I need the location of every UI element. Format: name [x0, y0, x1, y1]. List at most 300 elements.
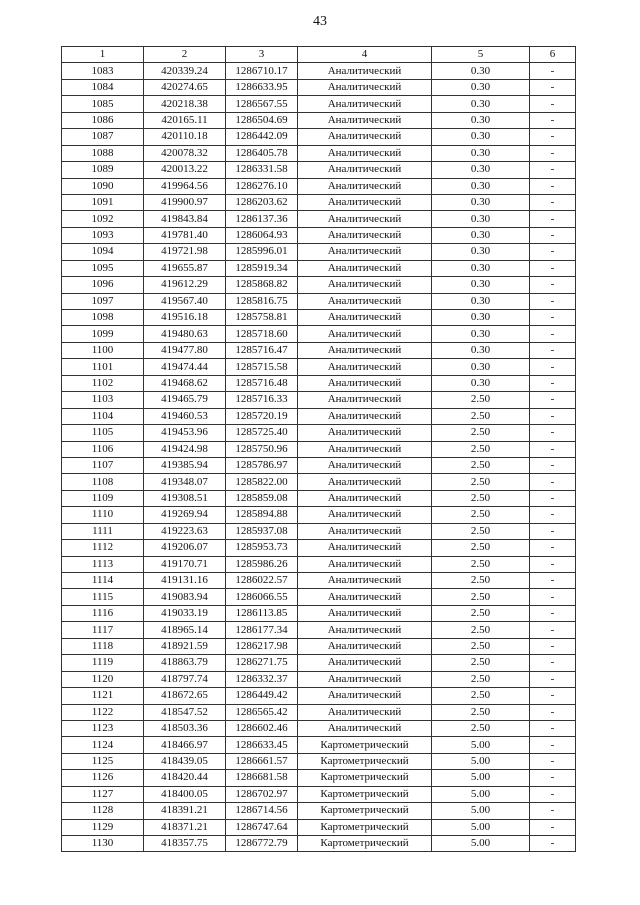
x-coordinate-cell: 419269.94 — [144, 507, 226, 523]
y-coordinate-cell: 1286504.69 — [226, 112, 298, 128]
y-coordinate-cell: 1285716.48 — [226, 375, 298, 391]
accuracy-cell: 0.30 — [432, 310, 530, 326]
accuracy-cell: 2.50 — [432, 556, 530, 572]
accuracy-cell: 2.50 — [432, 655, 530, 671]
x-coordinate-cell: 418965.14 — [144, 622, 226, 638]
accuracy-cell: 2.50 — [432, 573, 530, 589]
table-row — [62, 326, 576, 342]
x-coordinate-cell: 419308.51 — [144, 490, 226, 506]
y-coordinate-cell: 1285919.34 — [226, 260, 298, 276]
note-cell: - — [530, 145, 576, 161]
note-cell: - — [530, 638, 576, 654]
table-row — [62, 540, 576, 556]
method-cell: Картометрический — [298, 836, 432, 852]
accuracy-cell: 0.30 — [432, 96, 530, 112]
y-coordinate-cell: 1286177.34 — [226, 622, 298, 638]
accuracy-cell: 2.50 — [432, 638, 530, 654]
accuracy-cell: 2.50 — [432, 490, 530, 506]
method-cell: Аналитический — [298, 688, 432, 704]
point-number-cell: 1089 — [62, 162, 144, 178]
table-row — [62, 162, 576, 178]
point-number-cell: 1111 — [62, 523, 144, 539]
method-cell: Аналитический — [298, 441, 432, 457]
point-number-cell: 1128 — [62, 803, 144, 819]
accuracy-cell: 2.50 — [432, 720, 530, 736]
method-cell: Аналитический — [298, 342, 432, 358]
accuracy-cell: 2.50 — [432, 688, 530, 704]
y-coordinate-cell: 1285868.82 — [226, 277, 298, 293]
point-number-cell: 1116 — [62, 605, 144, 621]
table-row — [62, 589, 576, 605]
method-cell: Аналитический — [298, 260, 432, 276]
point-number-cell: 1118 — [62, 638, 144, 654]
y-coordinate-cell: 1286449.42 — [226, 688, 298, 704]
method-cell: Картометрический — [298, 737, 432, 753]
method-cell: Аналитический — [298, 556, 432, 572]
note-cell: - — [530, 310, 576, 326]
method-cell: Аналитический — [298, 63, 432, 79]
point-number-cell: 1092 — [62, 211, 144, 227]
note-cell: - — [530, 293, 576, 309]
x-coordinate-cell: 419453.96 — [144, 425, 226, 441]
note-cell: - — [530, 589, 576, 605]
coordinates-table — [61, 46, 576, 852]
method-cell: Аналитический — [298, 326, 432, 342]
x-coordinate-cell: 419468.62 — [144, 375, 226, 391]
x-coordinate-cell: 418357.75 — [144, 836, 226, 852]
x-coordinate-cell: 419131.16 — [144, 573, 226, 589]
y-coordinate-cell: 1286276.10 — [226, 178, 298, 194]
method-cell: Аналитический — [298, 211, 432, 227]
y-coordinate-cell: 1286602.46 — [226, 720, 298, 736]
note-cell: - — [530, 671, 576, 687]
method-cell: Аналитический — [298, 162, 432, 178]
accuracy-cell: 5.00 — [432, 836, 530, 852]
table-row — [62, 688, 576, 704]
x-coordinate-cell: 419477.80 — [144, 342, 226, 358]
y-coordinate-cell: 1286203.62 — [226, 194, 298, 210]
table-row — [62, 244, 576, 260]
x-coordinate-cell: 420165.11 — [144, 112, 226, 128]
table-row — [62, 655, 576, 671]
point-number-cell: 1096 — [62, 277, 144, 293]
method-cell: Аналитический — [298, 227, 432, 243]
point-number-cell: 1129 — [62, 819, 144, 835]
y-coordinate-cell: 1286567.55 — [226, 96, 298, 112]
method-cell: Аналитический — [298, 523, 432, 539]
table-row — [62, 523, 576, 539]
page-number: 43 — [313, 14, 327, 29]
table-row — [62, 293, 576, 309]
accuracy-cell: 0.30 — [432, 375, 530, 391]
point-number-cell: 1130 — [62, 836, 144, 852]
accuracy-cell: 0.30 — [432, 342, 530, 358]
note-cell: - — [530, 622, 576, 638]
point-number-cell: 1106 — [62, 441, 144, 457]
point-number-cell: 1105 — [62, 425, 144, 441]
y-coordinate-cell: 1285822.00 — [226, 474, 298, 490]
accuracy-cell: 0.30 — [432, 359, 530, 375]
table-row — [62, 129, 576, 145]
x-coordinate-cell: 419843.84 — [144, 211, 226, 227]
header-cell-6: 6 — [530, 47, 576, 63]
note-cell: - — [530, 79, 576, 95]
method-cell: Аналитический — [298, 129, 432, 145]
accuracy-cell: 2.50 — [432, 392, 530, 408]
note-cell: - — [530, 359, 576, 375]
accuracy-cell: 0.30 — [432, 112, 530, 128]
note-cell: - — [530, 129, 576, 145]
method-cell: Аналитический — [298, 589, 432, 605]
table-row — [62, 112, 576, 128]
accuracy-cell: 2.50 — [432, 457, 530, 473]
y-coordinate-cell: 1286633.95 — [226, 79, 298, 95]
table-row — [62, 408, 576, 424]
method-cell: Картометрический — [298, 819, 432, 835]
point-number-cell: 1122 — [62, 704, 144, 720]
x-coordinate-cell: 418503.36 — [144, 720, 226, 736]
accuracy-cell: 0.30 — [432, 277, 530, 293]
x-coordinate-cell: 419206.07 — [144, 540, 226, 556]
point-number-cell: 1091 — [62, 194, 144, 210]
y-coordinate-cell: 1286137.36 — [226, 211, 298, 227]
table-row — [62, 227, 576, 243]
table-row — [62, 622, 576, 638]
note-cell: - — [530, 375, 576, 391]
accuracy-cell: 0.30 — [432, 178, 530, 194]
note-cell: - — [530, 162, 576, 178]
point-number-cell: 1123 — [62, 720, 144, 736]
x-coordinate-cell: 420013.22 — [144, 162, 226, 178]
header-cell-4: 4 — [298, 47, 432, 63]
y-coordinate-cell: 1285715.58 — [226, 359, 298, 375]
table-row — [62, 425, 576, 441]
x-coordinate-cell: 418400.05 — [144, 786, 226, 802]
accuracy-cell: 5.00 — [432, 770, 530, 786]
x-coordinate-cell: 419465.79 — [144, 392, 226, 408]
method-cell: Аналитический — [298, 605, 432, 621]
point-number-cell: 1114 — [62, 573, 144, 589]
x-coordinate-cell: 420110.18 — [144, 129, 226, 145]
table-row — [62, 178, 576, 194]
method-cell: Аналитический — [298, 573, 432, 589]
table-row — [62, 573, 576, 589]
note-cell: - — [530, 194, 576, 210]
x-coordinate-cell: 419516.18 — [144, 310, 226, 326]
y-coordinate-cell: 1285758.81 — [226, 310, 298, 326]
point-number-cell: 1103 — [62, 392, 144, 408]
accuracy-cell: 0.30 — [432, 227, 530, 243]
note-cell: - — [530, 244, 576, 260]
method-cell: Аналитический — [298, 704, 432, 720]
point-number-cell: 1126 — [62, 770, 144, 786]
x-coordinate-cell: 420218.38 — [144, 96, 226, 112]
y-coordinate-cell: 1285986.26 — [226, 556, 298, 572]
accuracy-cell: 0.30 — [432, 244, 530, 260]
point-number-cell: 1087 — [62, 129, 144, 145]
table-row — [62, 803, 576, 819]
point-number-cell: 1108 — [62, 474, 144, 490]
accuracy-cell: 2.50 — [432, 523, 530, 539]
note-cell: - — [530, 227, 576, 243]
table-row — [62, 737, 576, 753]
y-coordinate-cell: 1286747.64 — [226, 819, 298, 835]
header-row — [62, 47, 576, 63]
method-cell: Аналитический — [298, 490, 432, 506]
table-row — [62, 605, 576, 621]
table-row — [62, 720, 576, 736]
note-cell: - — [530, 441, 576, 457]
accuracy-cell: 0.30 — [432, 326, 530, 342]
accuracy-cell: 5.00 — [432, 803, 530, 819]
y-coordinate-cell: 1285937.08 — [226, 523, 298, 539]
table-row — [62, 310, 576, 326]
point-number-cell: 1101 — [62, 359, 144, 375]
accuracy-cell: 2.50 — [432, 474, 530, 490]
table-row — [62, 277, 576, 293]
accuracy-cell: 5.00 — [432, 737, 530, 753]
table-row — [62, 638, 576, 654]
accuracy-cell: 2.50 — [432, 425, 530, 441]
table-row — [62, 211, 576, 227]
y-coordinate-cell: 1286113.85 — [226, 605, 298, 621]
method-cell: Картометрический — [298, 770, 432, 786]
x-coordinate-cell: 419223.63 — [144, 523, 226, 539]
y-coordinate-cell: 1286217.98 — [226, 638, 298, 654]
accuracy-cell: 2.50 — [432, 408, 530, 424]
x-coordinate-cell: 419781.40 — [144, 227, 226, 243]
point-number-cell: 1113 — [62, 556, 144, 572]
x-coordinate-cell: 420274.65 — [144, 79, 226, 95]
note-cell: - — [530, 277, 576, 293]
table-row — [62, 441, 576, 457]
note-cell: - — [530, 836, 576, 852]
table-row — [62, 457, 576, 473]
note-cell: - — [530, 704, 576, 720]
method-cell: Картометрический — [298, 803, 432, 819]
x-coordinate-cell: 420339.24 — [144, 63, 226, 79]
method-cell: Аналитический — [298, 671, 432, 687]
note-cell: - — [530, 770, 576, 786]
y-coordinate-cell: 1286271.75 — [226, 655, 298, 671]
table-row — [62, 753, 576, 769]
y-coordinate-cell: 1285786.97 — [226, 457, 298, 473]
note-cell: - — [530, 96, 576, 112]
accuracy-cell: 0.30 — [432, 260, 530, 276]
method-cell: Аналитический — [298, 277, 432, 293]
accuracy-cell: 0.30 — [432, 293, 530, 309]
method-cell: Аналитический — [298, 540, 432, 556]
point-number-cell: 1102 — [62, 375, 144, 391]
accuracy-cell: 5.00 — [432, 786, 530, 802]
x-coordinate-cell: 418921.59 — [144, 638, 226, 654]
point-number-cell: 1117 — [62, 622, 144, 638]
method-cell: Аналитический — [298, 310, 432, 326]
note-cell: - — [530, 392, 576, 408]
method-cell: Картометрический — [298, 786, 432, 802]
table-body — [62, 47, 576, 852]
note-cell: - — [530, 178, 576, 194]
y-coordinate-cell: 1285894.88 — [226, 507, 298, 523]
x-coordinate-cell: 419567.40 — [144, 293, 226, 309]
x-coordinate-cell: 419612.29 — [144, 277, 226, 293]
note-cell: - — [530, 605, 576, 621]
x-coordinate-cell: 419348.07 — [144, 474, 226, 490]
note-cell: - — [530, 786, 576, 802]
note-cell: - — [530, 720, 576, 736]
accuracy-cell: 2.50 — [432, 622, 530, 638]
y-coordinate-cell: 1286681.58 — [226, 770, 298, 786]
y-coordinate-cell: 1286633.45 — [226, 737, 298, 753]
method-cell: Аналитический — [298, 720, 432, 736]
accuracy-cell: 0.30 — [432, 211, 530, 227]
point-number-cell: 1124 — [62, 737, 144, 753]
point-number-cell: 1085 — [62, 96, 144, 112]
accuracy-cell: 2.50 — [432, 507, 530, 523]
point-number-cell: 1083 — [62, 63, 144, 79]
table-row — [62, 671, 576, 687]
point-number-cell: 1086 — [62, 112, 144, 128]
table-row — [62, 63, 576, 79]
table-row — [62, 194, 576, 210]
y-coordinate-cell: 1286405.78 — [226, 145, 298, 161]
y-coordinate-cell: 1286022.57 — [226, 573, 298, 589]
table-row — [62, 260, 576, 276]
point-number-cell: 1125 — [62, 753, 144, 769]
x-coordinate-cell: 419721.98 — [144, 244, 226, 260]
point-number-cell: 1115 — [62, 589, 144, 605]
note-cell: - — [530, 326, 576, 342]
note-cell: - — [530, 819, 576, 835]
accuracy-cell: 5.00 — [432, 819, 530, 835]
method-cell: Аналитический — [298, 194, 432, 210]
method-cell: Аналитический — [298, 425, 432, 441]
x-coordinate-cell: 418797.74 — [144, 671, 226, 687]
table-row — [62, 507, 576, 523]
x-coordinate-cell: 419424.98 — [144, 441, 226, 457]
method-cell: Аналитический — [298, 112, 432, 128]
table-row — [62, 392, 576, 408]
accuracy-cell: 0.30 — [432, 63, 530, 79]
note-cell: - — [530, 688, 576, 704]
point-number-cell: 1127 — [62, 786, 144, 802]
x-coordinate-cell: 419083.94 — [144, 589, 226, 605]
note-cell: - — [530, 260, 576, 276]
table-row — [62, 96, 576, 112]
point-number-cell: 1097 — [62, 293, 144, 309]
point-number-cell: 1121 — [62, 688, 144, 704]
accuracy-cell: 0.30 — [432, 162, 530, 178]
x-coordinate-cell: 418466.97 — [144, 737, 226, 753]
table-row — [62, 786, 576, 802]
note-cell: - — [530, 425, 576, 441]
note-cell: - — [530, 573, 576, 589]
header-cell-3: 3 — [226, 47, 298, 63]
method-cell: Аналитический — [298, 622, 432, 638]
table-row — [62, 770, 576, 786]
point-number-cell: 1090 — [62, 178, 144, 194]
table-row — [62, 819, 576, 835]
accuracy-cell: 2.50 — [432, 589, 530, 605]
accuracy-cell: 0.30 — [432, 129, 530, 145]
note-cell: - — [530, 540, 576, 556]
note-cell: - — [530, 490, 576, 506]
note-cell: - — [530, 408, 576, 424]
x-coordinate-cell: 419170.71 — [144, 556, 226, 572]
note-cell: - — [530, 507, 576, 523]
note-cell: - — [530, 342, 576, 358]
y-coordinate-cell: 1286772.79 — [226, 836, 298, 852]
x-coordinate-cell: 418439.05 — [144, 753, 226, 769]
point-number-cell: 1112 — [62, 540, 144, 556]
point-number-cell: 1098 — [62, 310, 144, 326]
accuracy-cell: 0.30 — [432, 79, 530, 95]
x-coordinate-cell: 419480.63 — [144, 326, 226, 342]
y-coordinate-cell: 1286442.09 — [226, 129, 298, 145]
accuracy-cell: 2.50 — [432, 441, 530, 457]
point-number-cell: 1095 — [62, 260, 144, 276]
point-number-cell: 1104 — [62, 408, 144, 424]
accuracy-cell: 2.50 — [432, 671, 530, 687]
x-coordinate-cell: 419474.44 — [144, 359, 226, 375]
y-coordinate-cell: 1285859.08 — [226, 490, 298, 506]
table-row — [62, 836, 576, 852]
method-cell: Аналитический — [298, 244, 432, 260]
note-cell: - — [530, 211, 576, 227]
accuracy-cell: 2.50 — [432, 704, 530, 720]
y-coordinate-cell: 1286331.58 — [226, 162, 298, 178]
note-cell: - — [530, 474, 576, 490]
table-row — [62, 474, 576, 490]
y-coordinate-cell: 1286066.55 — [226, 589, 298, 605]
y-coordinate-cell: 1285953.73 — [226, 540, 298, 556]
method-cell: Аналитический — [298, 375, 432, 391]
y-coordinate-cell: 1285720.19 — [226, 408, 298, 424]
method-cell: Аналитический — [298, 474, 432, 490]
y-coordinate-cell: 1285750.96 — [226, 441, 298, 457]
y-coordinate-cell: 1286661.57 — [226, 753, 298, 769]
method-cell: Аналитический — [298, 638, 432, 654]
y-coordinate-cell: 1286332.37 — [226, 671, 298, 687]
point-number-cell: 1110 — [62, 507, 144, 523]
y-coordinate-cell: 1286702.97 — [226, 786, 298, 802]
method-cell: Аналитический — [298, 655, 432, 671]
point-number-cell: 1100 — [62, 342, 144, 358]
note-cell: - — [530, 63, 576, 79]
header-cell-2: 2 — [144, 47, 226, 63]
point-number-cell: 1084 — [62, 79, 144, 95]
x-coordinate-cell: 418371.21 — [144, 819, 226, 835]
note-cell: - — [530, 803, 576, 819]
accuracy-cell: 0.30 — [432, 145, 530, 161]
method-cell: Аналитический — [298, 408, 432, 424]
table-row — [62, 704, 576, 720]
point-number-cell: 1099 — [62, 326, 144, 342]
method-cell: Аналитический — [298, 79, 432, 95]
table-row — [62, 342, 576, 358]
method-cell: Аналитический — [298, 293, 432, 309]
header-cell-5: 5 — [432, 47, 530, 63]
y-coordinate-cell: 1285996.01 — [226, 244, 298, 260]
y-coordinate-cell: 1285725.40 — [226, 425, 298, 441]
accuracy-cell: 5.00 — [432, 753, 530, 769]
table-row — [62, 375, 576, 391]
point-number-cell: 1094 — [62, 244, 144, 260]
table-row — [62, 556, 576, 572]
x-coordinate-cell: 418420.44 — [144, 770, 226, 786]
x-coordinate-cell: 418672.65 — [144, 688, 226, 704]
method-cell: Аналитический — [298, 145, 432, 161]
